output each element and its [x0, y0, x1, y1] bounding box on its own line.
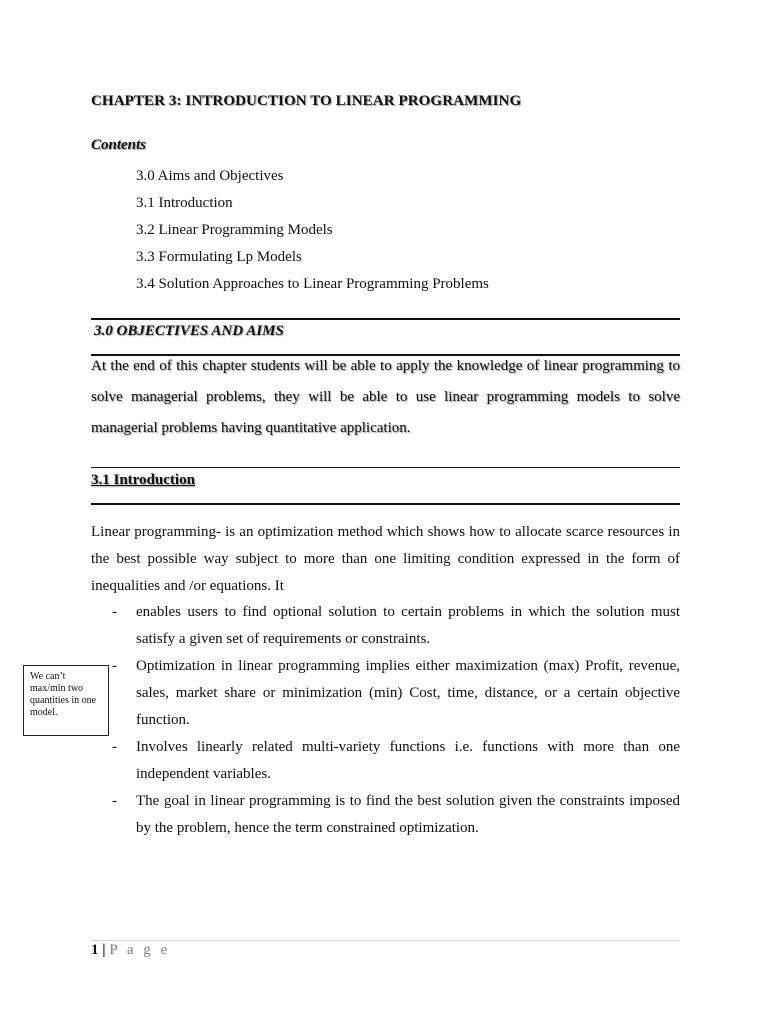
side-note-box: We can’t max/min two quantities in one model. [23, 665, 109, 736]
contents-list [136, 166, 489, 301]
footer-separator: | [98, 942, 110, 958]
list-item [112, 734, 680, 788]
section-rule [91, 467, 680, 468]
page-word: P a g e [109, 942, 171, 958]
chapter-title: CHAPTER 3: INTRODUCTION TO LINEAR PROGRAMMING [91, 93, 522, 109]
contents-item: 3.0 Aims and Objectives [136, 168, 284, 184]
contents-item: 3.2 Linear Programming Models [136, 222, 333, 238]
footer-divider [91, 940, 680, 941]
page-number: 1 [91, 942, 99, 958]
bullet-dash: - [112, 793, 117, 809]
bullet-text: Optimization in linear programming implies either maximization (max) Profit, revenue, sales, market share or minimization (min) Cost, time, distance, or a certain objective function. [136, 658, 680, 728]
section-rule [91, 318, 680, 320]
section-rule [91, 503, 680, 505]
contents-label: Contents [91, 137, 147, 153]
bullet-dash: - [112, 739, 117, 755]
bullet-text: enables users to find optional solution to certain problems in which the solution must satisfy a given set of requirements or constraints. [136, 604, 680, 647]
bullet-dash: - [112, 658, 117, 674]
list-item [112, 599, 680, 653]
bullet-list [112, 599, 680, 842]
bullet-text: The goal in linear programming is to find the best solution given the constraints imposed by the problem, hence the term constrained optimization. [136, 793, 680, 836]
bullet-text: Involves linearly related multi-variety functions i.e. functions with more than one independent variables. [136, 739, 680, 782]
bullet-dash: - [112, 604, 117, 620]
contents-item: 3.3 Formulating Lp Models [136, 249, 302, 265]
contents-item: 3.4 Solution Approaches to Linear Programming Problems [136, 276, 489, 292]
section-30-heading: 3.0 OBJECTIVES AND AIMS [94, 323, 284, 339]
page-footer [91, 942, 170, 959]
section-31-heading: 3.1 Introduction [91, 472, 195, 488]
objectives-paragraph: At the end of this chapter students will be able to apply the knowledge of linear programming to solve managerial problems, they will be able to use linear programming models to solve managerial problems having quantitative application. [91, 358, 680, 436]
list-item [112, 653, 680, 734]
intro-paragraph: Linear programming- is an optimization method which shows how to allocate scarce resources in the best possible way subject to more than one limiting condition expressed in the form of inequalities and /or equations. It [91, 524, 680, 594]
contents-item: 3.1 Introduction [136, 195, 233, 211]
list-item [112, 788, 680, 842]
